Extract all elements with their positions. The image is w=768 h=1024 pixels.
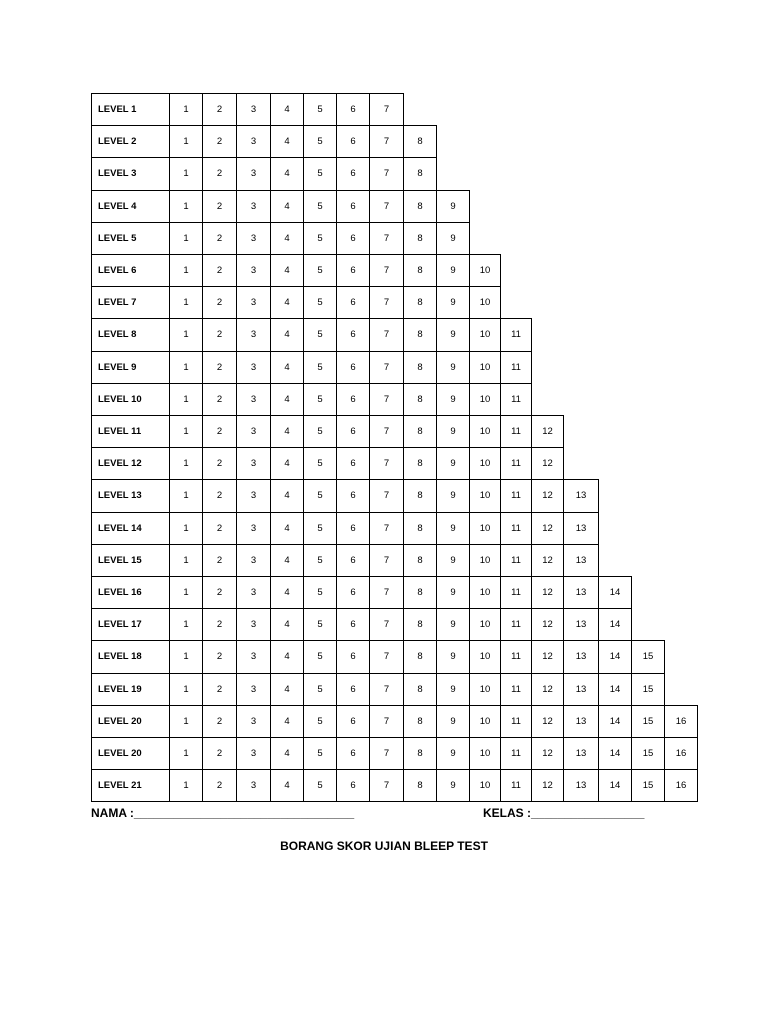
shuttle-cell[interactable]: 5 (303, 737, 337, 770)
shuttle-cell[interactable]: 15 (631, 640, 665, 673)
shuttle-cell[interactable]: 8 (403, 737, 437, 770)
shuttle-cell[interactable]: 9 (436, 286, 470, 319)
level-label: LEVEL 3 (91, 157, 170, 190)
shuttle-cell[interactable]: 7 (369, 512, 404, 545)
shuttle-cell[interactable]: 6 (336, 673, 370, 706)
shuttle-cell[interactable]: 7 (369, 447, 404, 480)
shuttle-cell[interactable]: 5 (303, 512, 337, 545)
shuttle-cell[interactable]: 5 (303, 157, 337, 190)
shuttle-cell[interactable]: 9 (436, 479, 470, 512)
shuttle-cell[interactable]: 10 (469, 576, 501, 609)
shuttle-cell[interactable]: 13 (563, 512, 599, 545)
shuttle-cell[interactable]: 1 (169, 447, 203, 480)
shuttle-cell[interactable]: 7 (369, 318, 404, 351)
shuttle-cell[interactable]: 1 (169, 254, 203, 287)
shuttle-cell[interactable]: 7 (369, 673, 404, 706)
shuttle-cell[interactable]: 1 (169, 383, 203, 416)
shuttle-cell[interactable]: 8 (403, 705, 437, 738)
shuttle-cell[interactable]: 8 (403, 351, 437, 384)
shuttle-cell[interactable]: 1 (169, 286, 203, 319)
shuttle-cell[interactable]: 12 (531, 576, 564, 609)
shuttle-cell[interactable]: 10 (469, 254, 501, 287)
shuttle-cell[interactable]: 3 (236, 673, 271, 706)
shuttle-cell[interactable]: 9 (436, 254, 470, 287)
shuttle-cell[interactable]: 10 (469, 351, 501, 384)
shuttle-cell[interactable]: 1 (169, 222, 203, 255)
level-label: LEVEL 18 (91, 640, 170, 673)
shuttle-cell[interactable]: 4 (270, 125, 304, 158)
shuttle-cell[interactable]: 10 (469, 705, 501, 738)
shuttle-cell[interactable]: 8 (403, 769, 437, 802)
shuttle-cell[interactable]: 6 (336, 737, 370, 770)
shuttle-cell[interactable]: 8 (403, 415, 437, 448)
shuttle-cell[interactable]: 8 (403, 157, 437, 190)
level-label: LEVEL 11 (91, 415, 170, 448)
shuttle-cell[interactable]: 1 (169, 608, 203, 641)
shuttle-cell[interactable]: 4 (270, 415, 304, 448)
shuttle-cell[interactable]: 11 (500, 351, 532, 384)
level-label: LEVEL 17 (91, 608, 170, 641)
shuttle-cell[interactable]: 8 (403, 544, 437, 577)
shuttle-cell[interactable]: 10 (469, 737, 501, 770)
shuttle-cell[interactable]: 2 (202, 769, 237, 802)
shuttle-cell[interactable]: 5 (303, 93, 337, 126)
shuttle-cell[interactable]: 7 (369, 705, 404, 738)
shuttle-cell[interactable]: 2 (202, 447, 237, 480)
shuttle-cell[interactable]: 13 (563, 479, 599, 512)
shuttle-cell[interactable]: 5 (303, 769, 337, 802)
shuttle-cell[interactable]: 4 (270, 673, 304, 706)
shuttle-cell[interactable]: 4 (270, 157, 304, 190)
shuttle-cell[interactable]: 8 (403, 254, 437, 287)
shuttle-cell[interactable]: 3 (236, 544, 271, 577)
shuttle-cell[interactable]: 6 (336, 351, 370, 384)
shuttle-cell[interactable]: 4 (270, 222, 304, 255)
shuttle-cell[interactable]: 1 (169, 351, 203, 384)
shuttle-cell[interactable]: 9 (436, 705, 470, 738)
shuttle-cell[interactable]: 4 (270, 351, 304, 384)
shuttle-cell[interactable]: 10 (469, 640, 501, 673)
shuttle-cell[interactable]: 3 (236, 190, 271, 223)
shuttle-cell[interactable]: 4 (270, 512, 304, 545)
shuttle-cell[interactable]: 12 (531, 512, 564, 545)
shuttle-cell[interactable]: 5 (303, 125, 337, 158)
shuttle-cell[interactable]: 13 (563, 576, 599, 609)
shuttle-cell[interactable]: 8 (403, 190, 437, 223)
shuttle-cell[interactable]: 6 (336, 286, 370, 319)
shuttle-cell[interactable]: 13 (563, 737, 599, 770)
shuttle-cell[interactable]: 9 (436, 640, 470, 673)
shuttle-cell[interactable]: 3 (236, 254, 271, 287)
shuttle-cell[interactable]: 7 (369, 222, 404, 255)
shuttle-cell[interactable]: 5 (303, 351, 337, 384)
shuttle-cell[interactable]: 6 (336, 190, 370, 223)
shuttle-cell[interactable]: 2 (202, 318, 237, 351)
shuttle-cell[interactable]: 7 (369, 125, 404, 158)
shuttle-cell[interactable]: 2 (202, 640, 237, 673)
shuttle-cell[interactable]: 14 (598, 576, 632, 609)
shuttle-cell[interactable]: 13 (563, 673, 599, 706)
shuttle-cell[interactable]: 5 (303, 222, 337, 255)
shuttle-cell[interactable]: 11 (500, 673, 532, 706)
level-label: LEVEL 9 (91, 351, 170, 384)
shuttle-cell[interactable]: 5 (303, 415, 337, 448)
shuttle-cell[interactable]: 10 (469, 769, 501, 802)
shuttle-cell[interactable]: 6 (336, 93, 370, 126)
shuttle-cell[interactable]: 3 (236, 222, 271, 255)
shuttle-cell[interactable]: 11 (500, 576, 532, 609)
shuttle-cell[interactable]: 6 (336, 383, 370, 416)
level-label: LEVEL 21 (91, 769, 170, 802)
shuttle-cell[interactable]: 7 (369, 576, 404, 609)
shuttle-cell[interactable]: 2 (202, 608, 237, 641)
shuttle-cell[interactable]: 4 (270, 190, 304, 223)
shuttle-cell[interactable]: 2 (202, 351, 237, 384)
level-label: LEVEL 19 (91, 673, 170, 706)
shuttle-cell[interactable]: 15 (631, 673, 665, 706)
shuttle-cell[interactable]: 16 (664, 737, 698, 770)
shuttle-cell[interactable]: 4 (270, 705, 304, 738)
shuttle-cell[interactable]: 3 (236, 576, 271, 609)
shuttle-cell[interactable]: 13 (563, 705, 599, 738)
shuttle-cell[interactable]: 5 (303, 640, 337, 673)
shuttle-cell[interactable]: 2 (202, 125, 237, 158)
class-field: KELAS :_________________ (483, 806, 645, 820)
shuttle-cell[interactable]: 8 (403, 383, 437, 416)
shuttle-cell[interactable]: 6 (336, 512, 370, 545)
shuttle-cell[interactable]: 9 (436, 415, 470, 448)
shuttle-cell[interactable]: 3 (236, 737, 271, 770)
shuttle-cell[interactable]: 12 (531, 415, 564, 448)
shuttle-cell[interactable]: 13 (563, 608, 599, 641)
shuttle-cell[interactable]: 11 (500, 705, 532, 738)
shuttle-cell[interactable]: 9 (436, 512, 470, 545)
shuttle-cell[interactable]: 1 (169, 705, 203, 738)
level-label: LEVEL 10 (91, 383, 170, 416)
shuttle-cell[interactable]: 11 (500, 608, 532, 641)
shuttle-cell[interactable]: 9 (436, 190, 470, 223)
level-label: LEVEL 4 (91, 190, 170, 223)
shuttle-cell[interactable]: 4 (270, 286, 304, 319)
shuttle-cell[interactable]: 10 (469, 318, 501, 351)
shuttle-cell[interactable]: 2 (202, 415, 237, 448)
form-title: BORANG SKOR UJIAN BLEEP TEST (280, 839, 488, 853)
level-label: LEVEL 15 (91, 544, 170, 577)
shuttle-cell[interactable]: 7 (369, 351, 404, 384)
shuttle-cell[interactable]: 10 (469, 479, 501, 512)
shuttle-cell[interactable]: 13 (563, 640, 599, 673)
shuttle-cell[interactable]: 3 (236, 512, 271, 545)
shuttle-cell[interactable]: 3 (236, 286, 271, 319)
shuttle-cell[interactable]: 11 (500, 447, 532, 480)
shuttle-cell[interactable]: 7 (369, 93, 404, 126)
shuttle-cell[interactable]: 2 (202, 544, 237, 577)
shuttle-cell[interactable]: 2 (202, 705, 237, 738)
shuttle-cell[interactable]: 5 (303, 544, 337, 577)
shuttle-cell[interactable]: 4 (270, 544, 304, 577)
shuttle-cell[interactable]: 7 (369, 383, 404, 416)
shuttle-cell[interactable]: 6 (336, 576, 370, 609)
shuttle-cell[interactable]: 9 (436, 544, 470, 577)
shuttle-cell[interactable]: 9 (436, 576, 470, 609)
shuttle-cell[interactable]: 7 (369, 737, 404, 770)
shuttle-cell[interactable]: 1 (169, 479, 203, 512)
shuttle-cell[interactable]: 2 (202, 479, 237, 512)
shuttle-cell[interactable]: 6 (336, 640, 370, 673)
shuttle-cell[interactable]: 8 (403, 608, 437, 641)
shuttle-cell[interactable]: 4 (270, 447, 304, 480)
shuttle-cell[interactable]: 12 (531, 737, 564, 770)
shuttle-cell[interactable]: 6 (336, 769, 370, 802)
level-label: LEVEL 20 (91, 705, 170, 738)
shuttle-cell[interactable]: 7 (369, 286, 404, 319)
shuttle-cell[interactable]: 15 (631, 705, 665, 738)
shuttle-cell[interactable]: 12 (531, 673, 564, 706)
shuttle-cell[interactable]: 2 (202, 576, 237, 609)
level-label: LEVEL 13 (91, 479, 170, 512)
shuttle-cell[interactable]: 9 (436, 318, 470, 351)
shuttle-cell[interactable]: 6 (336, 544, 370, 577)
shuttle-cell[interactable]: 3 (236, 640, 271, 673)
shuttle-cell[interactable]: 2 (202, 93, 237, 126)
shuttle-cell[interactable]: 1 (169, 544, 203, 577)
shuttle-cell[interactable]: 1 (169, 769, 203, 802)
shuttle-cell[interactable]: 3 (236, 318, 271, 351)
shuttle-cell[interactable]: 3 (236, 479, 271, 512)
shuttle-cell[interactable]: 5 (303, 479, 337, 512)
shuttle-cell[interactable]: 1 (169, 157, 203, 190)
shuttle-cell[interactable]: 6 (336, 254, 370, 287)
level-label: LEVEL 8 (91, 318, 170, 351)
shuttle-cell[interactable]: 3 (236, 705, 271, 738)
shuttle-cell[interactable]: 5 (303, 608, 337, 641)
shuttle-cell[interactable]: 5 (303, 447, 337, 480)
shuttle-cell[interactable]: 1 (169, 673, 203, 706)
shuttle-cell[interactable]: 9 (436, 383, 470, 416)
name-field: NAMA :_________________________________ (91, 806, 355, 820)
shuttle-cell[interactable]: 5 (303, 286, 337, 319)
level-label: LEVEL 5 (91, 222, 170, 255)
shuttle-cell[interactable]: 2 (202, 222, 237, 255)
shuttle-cell[interactable]: 5 (303, 705, 337, 738)
shuttle-cell[interactable]: 12 (531, 479, 564, 512)
shuttle-cell[interactable]: 3 (236, 608, 271, 641)
shuttle-cell[interactable]: 3 (236, 93, 271, 126)
shuttle-cell[interactable]: 5 (303, 190, 337, 223)
shuttle-cell[interactable]: 4 (270, 383, 304, 416)
shuttle-cell[interactable]: 7 (369, 157, 404, 190)
shuttle-cell[interactable]: 8 (403, 125, 437, 158)
shuttle-cell[interactable]: 12 (531, 544, 564, 577)
shuttle-cell[interactable]: 16 (664, 705, 698, 738)
shuttle-cell[interactable]: 7 (369, 190, 404, 223)
shuttle-cell[interactable]: 15 (631, 737, 665, 770)
shuttle-cell[interactable]: 1 (169, 125, 203, 158)
level-label: LEVEL 16 (91, 576, 170, 609)
shuttle-cell[interactable]: 2 (202, 512, 237, 545)
level-label: LEVEL 2 (91, 125, 170, 158)
shuttle-cell[interactable]: 15 (631, 769, 665, 802)
shuttle-cell[interactable]: 8 (403, 222, 437, 255)
shuttle-cell[interactable]: 7 (369, 415, 404, 448)
shuttle-cell[interactable]: 10 (469, 415, 501, 448)
shuttle-cell[interactable]: 9 (436, 608, 470, 641)
shuttle-cell[interactable]: 5 (303, 383, 337, 416)
shuttle-cell[interactable]: 4 (270, 479, 304, 512)
shuttle-cell[interactable]: 11 (500, 640, 532, 673)
shuttle-cell[interactable]: 8 (403, 673, 437, 706)
shuttle-cell[interactable]: 5 (303, 318, 337, 351)
shuttle-cell[interactable]: 9 (436, 737, 470, 770)
shuttle-cell[interactable]: 8 (403, 640, 437, 673)
level-label: LEVEL 1 (91, 93, 170, 126)
shuttle-cell[interactable]: 5 (303, 254, 337, 287)
shuttle-cell[interactable]: 3 (236, 383, 271, 416)
shuttle-cell[interactable]: 4 (270, 254, 304, 287)
shuttle-cell[interactable]: 4 (270, 93, 304, 126)
level-label: LEVEL 6 (91, 254, 170, 287)
shuttle-cell[interactable]: 10 (469, 447, 501, 480)
shuttle-cell[interactable]: 6 (336, 157, 370, 190)
shuttle-cell[interactable]: 11 (500, 415, 532, 448)
level-label: LEVEL 20 (91, 737, 170, 770)
shuttle-cell[interactable]: 7 (369, 479, 404, 512)
shuttle-cell[interactable]: 8 (403, 318, 437, 351)
level-label: LEVEL 12 (91, 447, 170, 480)
shuttle-cell[interactable]: 14 (598, 673, 632, 706)
shuttle-cell[interactable]: 3 (236, 157, 271, 190)
shuttle-cell[interactable]: 10 (469, 608, 501, 641)
shuttle-cell[interactable]: 10 (469, 673, 501, 706)
shuttle-cell[interactable]: 11 (500, 383, 532, 416)
shuttle-cell[interactable]: 12 (531, 705, 564, 738)
shuttle-cell[interactable]: 6 (336, 479, 370, 512)
shuttle-cell[interactable]: 12 (531, 769, 564, 802)
shuttle-cell[interactable]: 8 (403, 479, 437, 512)
level-label: LEVEL 14 (91, 512, 170, 545)
shuttle-cell[interactable]: 10 (469, 286, 501, 319)
shuttle-cell[interactable]: 8 (403, 512, 437, 545)
shuttle-cell[interactable]: 9 (436, 769, 470, 802)
shuttle-cell[interactable]: 6 (336, 608, 370, 641)
shuttle-cell[interactable]: 14 (598, 705, 632, 738)
shuttle-cell[interactable]: 7 (369, 640, 404, 673)
shuttle-cell[interactable]: 11 (500, 318, 532, 351)
shuttle-cell[interactable]: 11 (500, 737, 532, 770)
shuttle-cell[interactable]: 1 (169, 737, 203, 770)
shuttle-cell[interactable]: 4 (270, 737, 304, 770)
shuttle-cell[interactable]: 3 (236, 769, 271, 802)
shuttle-cell[interactable]: 2 (202, 737, 237, 770)
shuttle-cell[interactable]: 2 (202, 673, 237, 706)
level-label: LEVEL 7 (91, 286, 170, 319)
shuttle-cell[interactable]: 3 (236, 125, 271, 158)
shuttle-cell[interactable]: 9 (436, 222, 470, 255)
shuttle-cell[interactable]: 1 (169, 640, 203, 673)
shuttle-cell[interactable]: 10 (469, 383, 501, 416)
shuttle-cell[interactable]: 13 (563, 769, 599, 802)
shuttle-cell[interactable]: 2 (202, 286, 237, 319)
shuttle-cell[interactable]: 1 (169, 190, 203, 223)
shuttle-cell[interactable]: 1 (169, 576, 203, 609)
shuttle-cell[interactable]: 7 (369, 254, 404, 287)
shuttle-cell[interactable]: 3 (236, 447, 271, 480)
shuttle-cell[interactable]: 3 (236, 351, 271, 384)
shuttle-cell[interactable]: 2 (202, 383, 237, 416)
shuttle-cell[interactable]: 2 (202, 190, 237, 223)
shuttle-cell[interactable]: 11 (500, 544, 532, 577)
shuttle-cell[interactable]: 3 (236, 415, 271, 448)
shuttle-cell[interactable]: 5 (303, 673, 337, 706)
shuttle-cell[interactable]: 6 (336, 415, 370, 448)
shuttle-cell[interactable]: 13 (563, 544, 599, 577)
shuttle-cell[interactable]: 1 (169, 93, 203, 126)
shuttle-cell[interactable]: 12 (531, 640, 564, 673)
shuttle-cell[interactable]: 6 (336, 125, 370, 158)
shuttle-cell[interactable]: 8 (403, 576, 437, 609)
shuttle-cell[interactable]: 4 (270, 318, 304, 351)
shuttle-cell[interactable]: 8 (403, 286, 437, 319)
shuttle-cell[interactable]: 14 (598, 769, 632, 802)
shuttle-cell[interactable]: 14 (598, 640, 632, 673)
shuttle-cell[interactable]: 16 (664, 769, 698, 802)
shuttle-cell[interactable]: 12 (531, 447, 564, 480)
shuttle-cell[interactable]: 9 (436, 673, 470, 706)
shuttle-cell[interactable]: 2 (202, 254, 237, 287)
shuttle-cell[interactable]: 6 (336, 705, 370, 738)
shuttle-cell[interactable]: 6 (336, 318, 370, 351)
shuttle-cell[interactable]: 4 (270, 769, 304, 802)
shuttle-cell[interactable]: 2 (202, 157, 237, 190)
shuttle-cell[interactable]: 11 (500, 769, 532, 802)
shuttle-cell[interactable]: 9 (436, 447, 470, 480)
shuttle-cell[interactable]: 7 (369, 608, 404, 641)
shuttle-cell[interactable]: 9 (436, 351, 470, 384)
shuttle-cell[interactable]: 1 (169, 512, 203, 545)
shuttle-cell[interactable]: 12 (531, 608, 564, 641)
shuttle-cell[interactable]: 4 (270, 640, 304, 673)
shuttle-cell[interactable]: 11 (500, 512, 532, 545)
shuttle-cell[interactable]: 10 (469, 544, 501, 577)
shuttle-cell[interactable]: 4 (270, 608, 304, 641)
shuttle-cell[interactable]: 7 (369, 544, 404, 577)
shuttle-cell[interactable]: 1 (169, 318, 203, 351)
shuttle-cell[interactable]: 7 (369, 769, 404, 802)
shuttle-cell[interactable]: 14 (598, 737, 632, 770)
shuttle-cell[interactable]: 5 (303, 576, 337, 609)
shuttle-cell[interactable]: 8 (403, 447, 437, 480)
shuttle-cell[interactable]: 4 (270, 576, 304, 609)
shuttle-cell[interactable]: 6 (336, 222, 370, 255)
shuttle-cell[interactable]: 6 (336, 447, 370, 480)
shuttle-cell[interactable]: 10 (469, 512, 501, 545)
shuttle-cell[interactable]: 1 (169, 415, 203, 448)
shuttle-cell[interactable]: 11 (500, 479, 532, 512)
shuttle-cell[interactable]: 14 (598, 608, 632, 641)
